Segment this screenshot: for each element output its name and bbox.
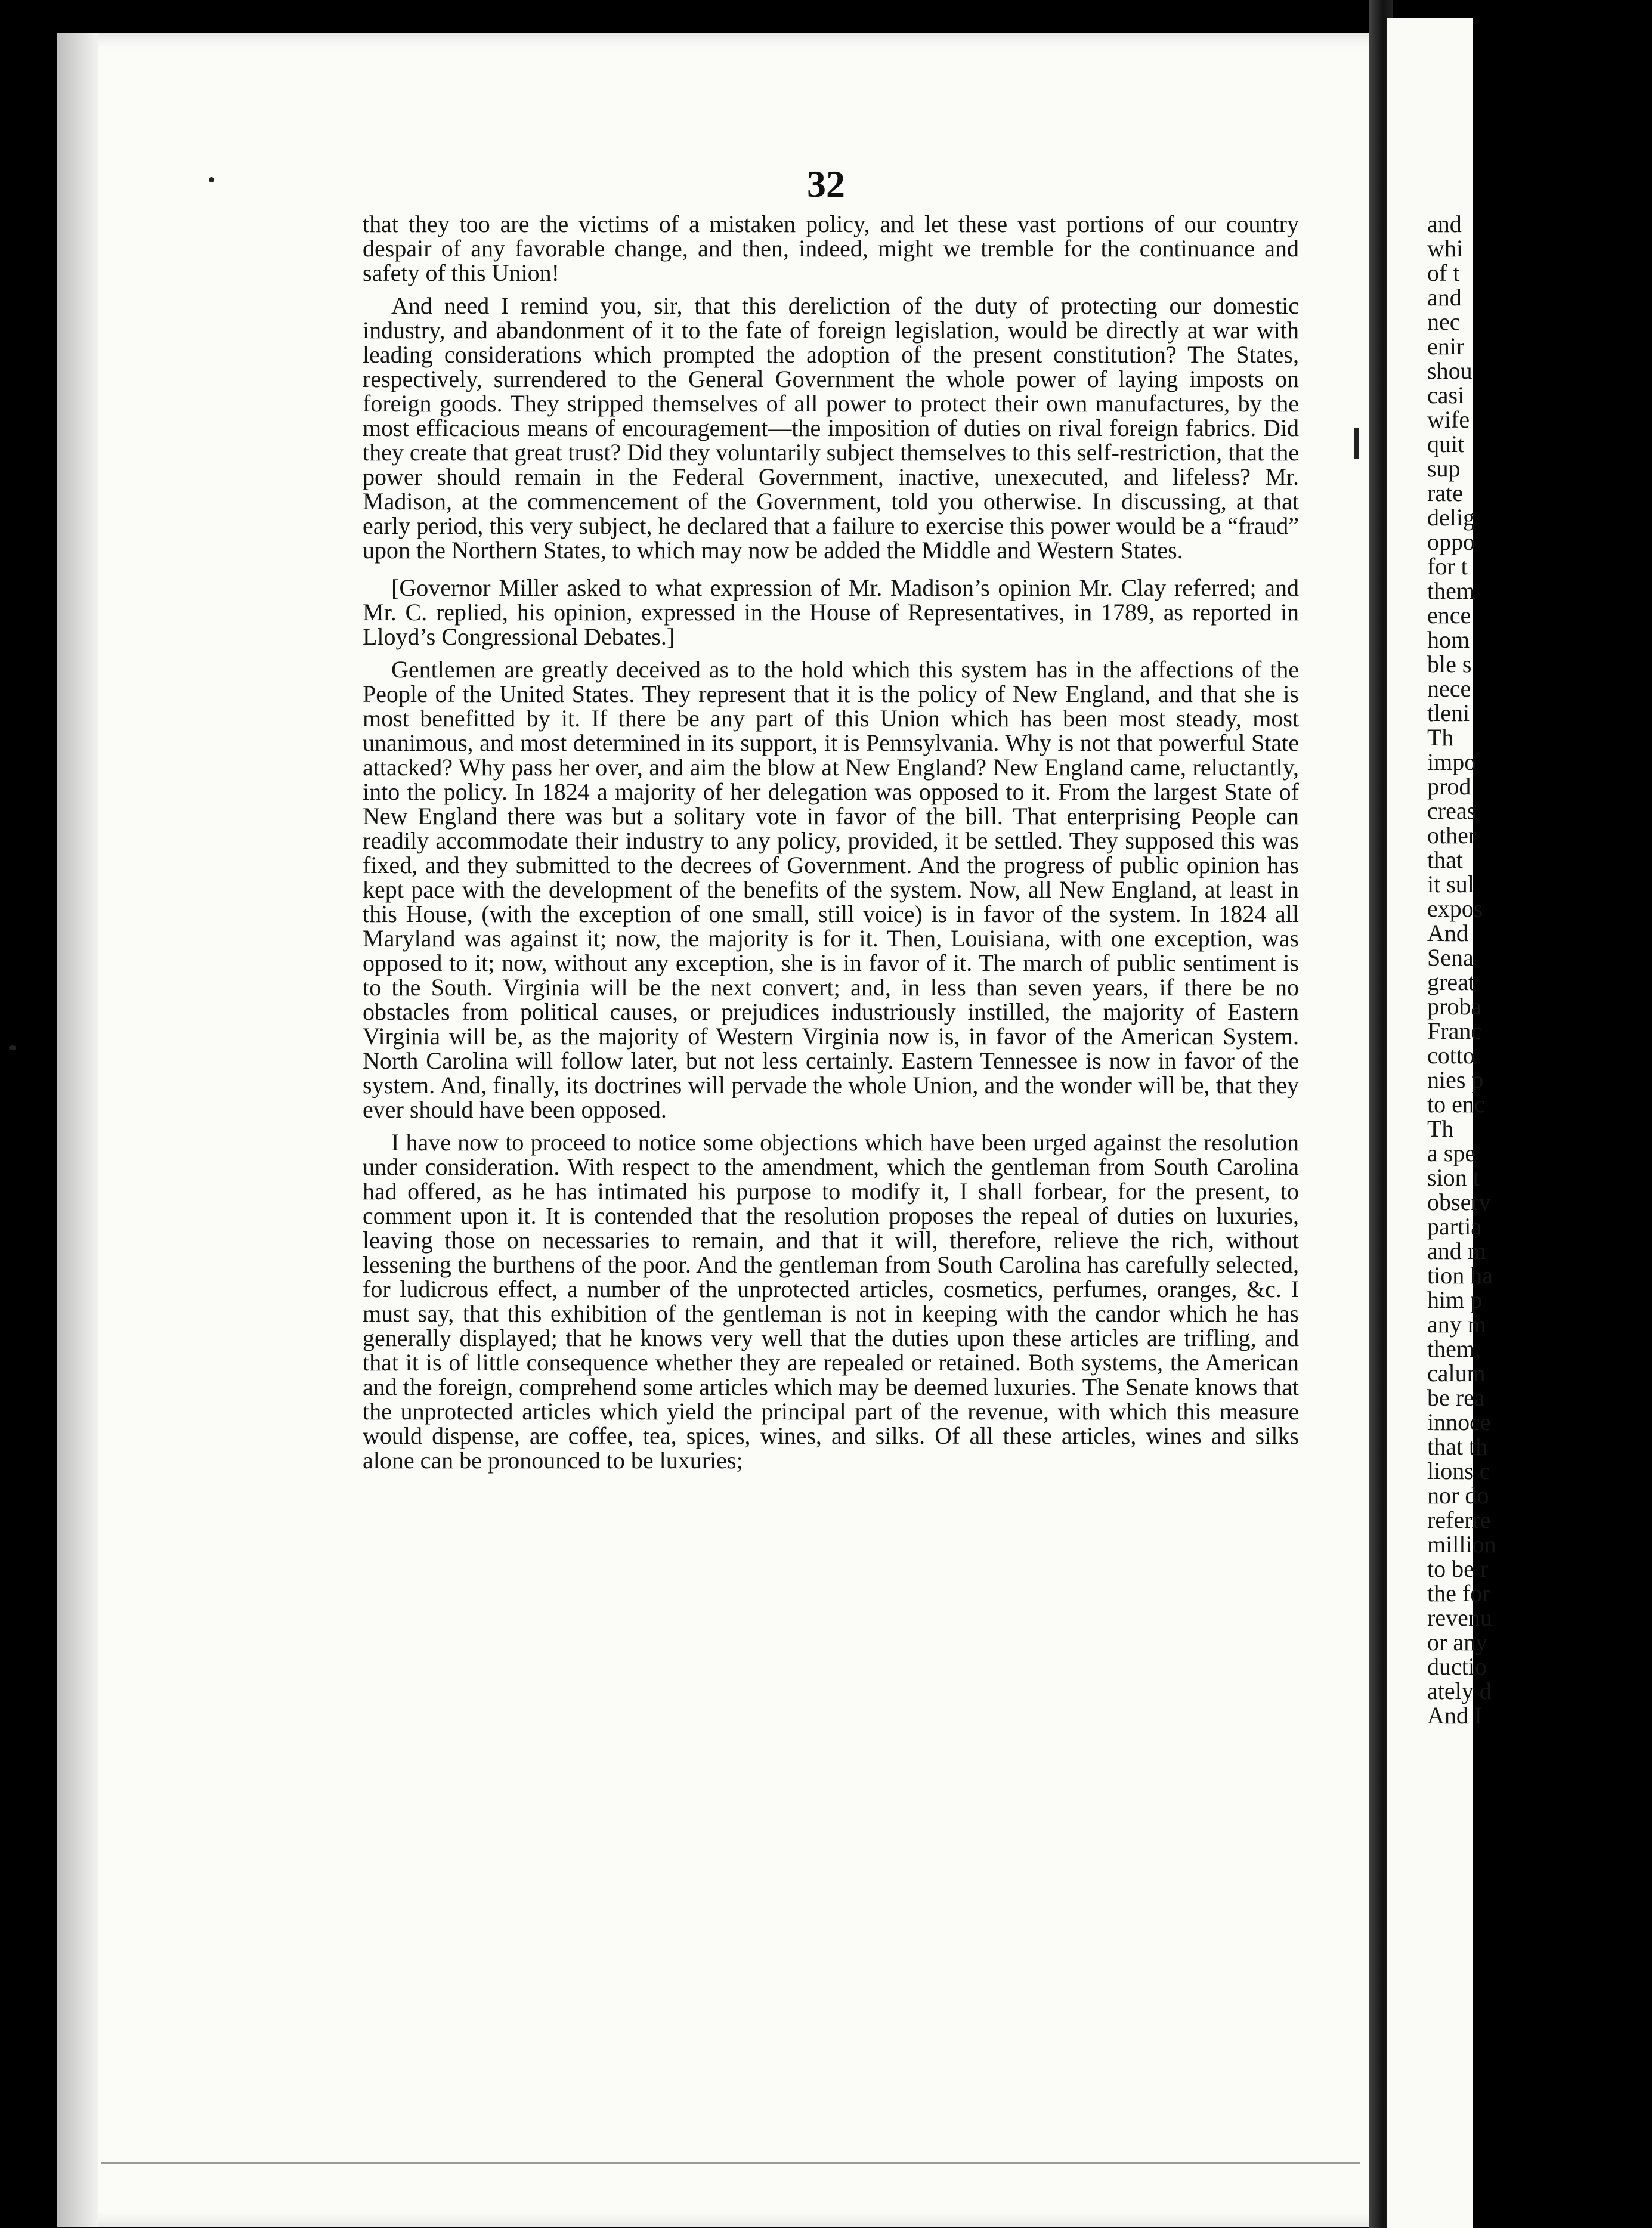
paragraph: Gentlemen are greatly deceived as to the hold which this system has in the affections of the People of the United States. They represent that it is the policy of New England, and that she is most benefitted by it. If there be any part of this Union which has been most steady, most unanimous, and most determined in its support, it is Pennsylvania. Why is not that powerful State attacked? Why pass her over, and aim the blow at New England? New England came, reluctantly, into the policy. In 1824 a majority of her delegation was opposed to it. From the largest State of New England there was but a solitary vote in favor of the bill. That enterprising People can readily accommodate their industry to any policy, provided, it be settled. They supposed this was fixed, and they submitted to the decrees of Government. And the progress of public opinion has kept pace with the development of the benefits of the system. Now, all New England, at least in this House, (with the exception of one small, still voice) is in favor of the system. In 1824 all Maryland was against it; now, the majority is for it. Then, Louisiana, with one exception, was opposed to it; now, without any exception, she is in favor of it. The march of public sentiment is to the South. Virginia will be the next convert; and, in less than seven years, if there be no obstacles from political causes, or prejudices industriously instilled, the majority of Eastern Virginia will be, as the majority of Western Virginia now is, in favor of the American System. North Carolina will follow later, but not less certainly. Eastern Tennessee is now in favor of the system. And, finally, its doctrines will pervade the whole Union, and the wonder will be, that they ever should have been opposed. bbox=[363, 656, 1299, 1123]
facing-page-line: that th bbox=[1427, 1433, 1488, 1460]
facing-page-line: ately d bbox=[1427, 1678, 1492, 1704]
page-body bbox=[363, 212, 1299, 1472]
facing-page-line: delig bbox=[1427, 504, 1475, 531]
facing-page-line: to enc bbox=[1427, 1091, 1485, 1118]
facing-page-line: creas bbox=[1427, 797, 1477, 824]
facing-page-line: cotto bbox=[1427, 1042, 1475, 1069]
facing-page-line: revenu bbox=[1427, 1604, 1492, 1631]
facing-page-line: nor do bbox=[1427, 1482, 1489, 1509]
facing-page-line: calum bbox=[1427, 1360, 1486, 1387]
facing-page-line: And I bbox=[1427, 1702, 1483, 1729]
facing-page-line: And bbox=[1427, 920, 1468, 946]
facing-page-line: expos bbox=[1427, 895, 1483, 922]
facing-page-line: million bbox=[1427, 1531, 1496, 1558]
facing-page-line: of t bbox=[1427, 259, 1460, 286]
facing-page-line: Th bbox=[1427, 724, 1454, 751]
facing-page-line: and bbox=[1427, 284, 1462, 311]
facing-page-line: it sul bbox=[1427, 871, 1474, 898]
facing-page-line: ductio bbox=[1427, 1653, 1487, 1680]
facing-page-line: and m bbox=[1427, 1237, 1486, 1264]
facing-page-line: tleni bbox=[1427, 700, 1470, 726]
facing-page-line: innoce bbox=[1427, 1409, 1491, 1435]
facing-page-line: impo bbox=[1427, 748, 1477, 775]
facing-page-line: observ bbox=[1427, 1189, 1491, 1215]
facing-page-line: shou bbox=[1427, 357, 1472, 384]
facing-page-line: the for bbox=[1427, 1580, 1490, 1607]
facing-page-line: whi bbox=[1427, 235, 1463, 262]
facing-page-line: for t bbox=[1427, 553, 1468, 580]
facing-page-line: enir bbox=[1427, 333, 1465, 360]
facing-page-line: any m bbox=[1427, 1311, 1486, 1338]
facing-page-line: hom bbox=[1427, 626, 1470, 653]
facing-page-line: lions c bbox=[1427, 1458, 1490, 1484]
facing-page-line: wife bbox=[1427, 406, 1470, 433]
facing-page-line: to be r bbox=[1427, 1555, 1489, 1582]
facing-page-line: a spe bbox=[1427, 1140, 1476, 1166]
facing-page-line: partia bbox=[1427, 1213, 1482, 1240]
facing-page-line: and bbox=[1427, 211, 1462, 237]
facing-page-line: nec bbox=[1427, 308, 1461, 335]
facing-page-line: sup bbox=[1427, 455, 1461, 482]
facing-page-line: other bbox=[1427, 822, 1477, 849]
facing-page-line: Franc bbox=[1427, 1017, 1482, 1044]
facing-page-line: nies p bbox=[1427, 1066, 1484, 1093]
page-bottom-edge bbox=[101, 2162, 1360, 2164]
facing-page-line: casi bbox=[1427, 382, 1465, 409]
facing-page-line: sion t bbox=[1427, 1164, 1480, 1191]
facing-page-line: ble s bbox=[1427, 651, 1472, 677]
page-number: 32 bbox=[807, 163, 845, 205]
page-edge-shadow bbox=[57, 33, 98, 2227]
facing-page-line: Th bbox=[1427, 1115, 1454, 1142]
facing-page-line: great bbox=[1427, 968, 1475, 995]
facing-page-line: Sena bbox=[1427, 944, 1474, 971]
paragraph: And need I remind you, sir, that this dereliction of the duty of protecting our domestic industry, and abandonment of it to the fate of foreign legislation, would be directly at war with leading considerations which prompted the adoption of the present constitution? The States, respectively, surrendered to the General Government the whole power of laying imposts on foreign goods. They stripped themselves of all power to protect their own manufactures, by the most efficacious means of encouragement—the imposition of duties on rival foreign fabrics. Did they create that great trust? Did they voluntarily subject themselves to this self-restriction, that the power should remain in the Federal Government, inactive, unexecuted, and lifeless? Mr. Madison, at the commencement of the Government, told you otherwise. In discussing, at that early period, this very subject, he declared that a failure to exercise this power would be a “fraud” upon the Northern States, to which may now be added the Middle and Western States. bbox=[363, 292, 1299, 564]
facing-page-line: prod bbox=[1427, 773, 1471, 800]
facing-page-line: oppo bbox=[1427, 528, 1475, 555]
facing-page-line: them bbox=[1427, 577, 1475, 604]
facing-page-line: proba bbox=[1427, 993, 1482, 1020]
paragraph: that they too are the victims of a mistaken policy, and let these vast portions of our country despair of any favorable change, and then, indeed, might we tremble for the continuance and safety of this Union! bbox=[363, 211, 1299, 286]
facing-page-line: rate bbox=[1427, 479, 1463, 506]
facing-page-line: tion ha bbox=[1427, 1262, 1493, 1289]
facing-page-line: him p bbox=[1427, 1286, 1483, 1313]
facing-page-line: them, bbox=[1427, 1335, 1481, 1362]
facing-page-line: referre bbox=[1427, 1506, 1491, 1533]
editorial-note: [Governor Miller asked to what expression of Mr. Madison’s opinion Mr. Clay referred; and Mr. C. replied, his opinion, expressed in the House of Representatives, in 1789, as reported in Lloyd’s Congressional Debates.] bbox=[363, 574, 1299, 650]
facing-page-line: quit bbox=[1427, 431, 1465, 457]
facing-page-line: be rea bbox=[1427, 1384, 1485, 1411]
facing-page-line: ence bbox=[1427, 602, 1471, 629]
facing-page-fragments bbox=[1427, 211, 1496, 1729]
paragraph: I have now to proceed to notice some objections which have been urged against the resolution under consideration. With respect to the amendment, which the gentleman from South Carolina had offered, as he has intimated his purpose to modify it, I shall forbear, for the present, to comment upon it. It is contended that the resolution proposes the repeal of duties on luxuries, leaving those on necessaries to remain, and that it will, therefore, relieve the rich, without lessening the burthens of the poor. And the gentleman from South Carolina has carefully selected, for ludicrous effect, a number of the unprotected articles, cosmetics, perfumes, oranges, &c. I must say, that this exhibition of the gentleman is not in keeping with the candor which he has generally displayed; that he knows very well that the duties upon these articles are trifling, and that it is of little consequence whether they are repealed or retained. Both systems, the American and the foreign, comprehend some articles which may be deemed luxuries. The Senate knows that the unprotected articles which yield the principal part of the revenue, with which this measure would dispense, are coffee, tea, spices, wines, and silks. Of all these articles, wines and silks alone can be pronounced to be luxuries; bbox=[363, 1129, 1299, 1474]
facing-page-line: or any bbox=[1427, 1629, 1488, 1655]
speck-mark bbox=[9, 1045, 16, 1050]
facing-page-line: nece bbox=[1427, 675, 1471, 702]
margin-mark bbox=[1354, 428, 1359, 459]
facing-page-line: that bbox=[1427, 846, 1463, 873]
